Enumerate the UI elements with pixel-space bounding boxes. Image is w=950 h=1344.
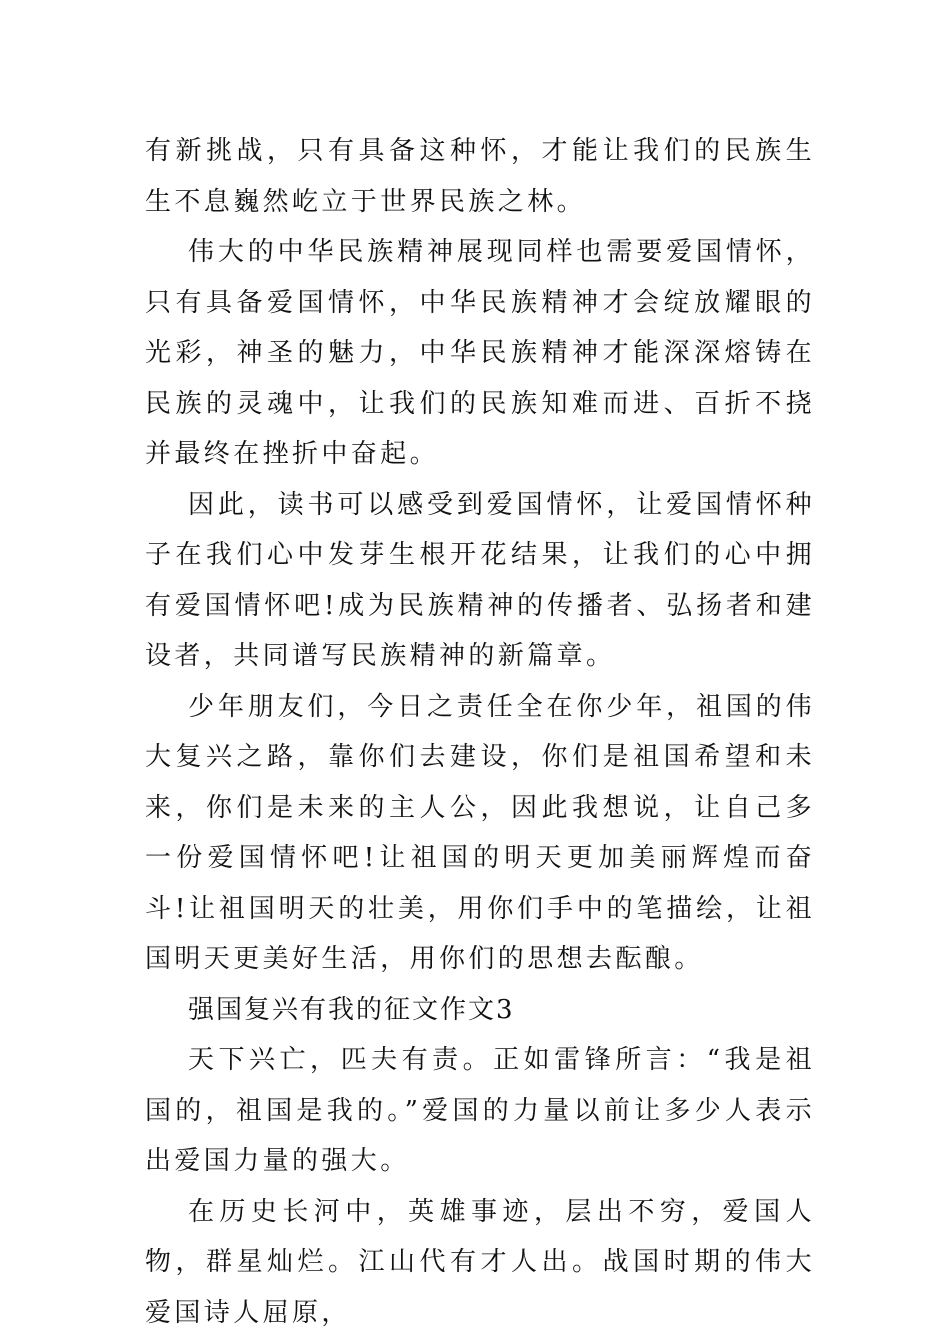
- essay-heading: 强国复兴有我的征文作文3: [188, 994, 515, 1025]
- paragraph-youth: 少年朋友们，今日之责任全在你少年，祖国的伟大复兴之路，靠你们去建设，你们是祖国希望和未来，你们是未来的主人公，因此我想说，让自己多一份爱国情怀吧!让祖国的明天更加美丽辉煌而奋斗!让祖国明天的壮美，用你们手中的笔描绘，让祖国明天更美好生活，用你们的思想去酝酿。: [145, 691, 815, 974]
- paragraph-national-spirit: 伟大的中华民族精神展现同样也需要爱国情怀，只有具备爱国情怀，中华民族精神才会绽放耀眼的光彩，神圣的魅力，中华民族精神才能深深熔铸在民族的灵魂中，让我们的民族知难而进、百折不挠并最终在挫折中奋起。: [145, 237, 815, 469]
- paragraph-continued: 有新挑战，只有具备这种怀，才能让我们的民族生生不息巍然屹立于世界民族之林。: [145, 136, 815, 217]
- paragraph-responsibility: 天下兴亡，匹夫有责。正如雷锋所言：“我是祖国的，祖国是我的。”爱国的力量以前让多少人表示出爱国力量的强大。: [145, 1045, 815, 1176]
- paragraph-history: 在历史长河中，英雄事迹，层出不穷，爱国人物，群星灿烂。江山代有才人出。战国时期的伟大爱国诗人屈原，: [145, 1196, 815, 1328]
- paragraph-reading: 因此，读书可以感受到爱国情怀，让爱国情怀种子在我们心中发芽生根开花结果，让我们的心中拥有爱国情怀吧!成为民族精神的传播者、弘扬者和建设者，共同谱写民族精神的新篇章。: [145, 489, 815, 671]
- document-page: [145, 126, 815, 1338]
